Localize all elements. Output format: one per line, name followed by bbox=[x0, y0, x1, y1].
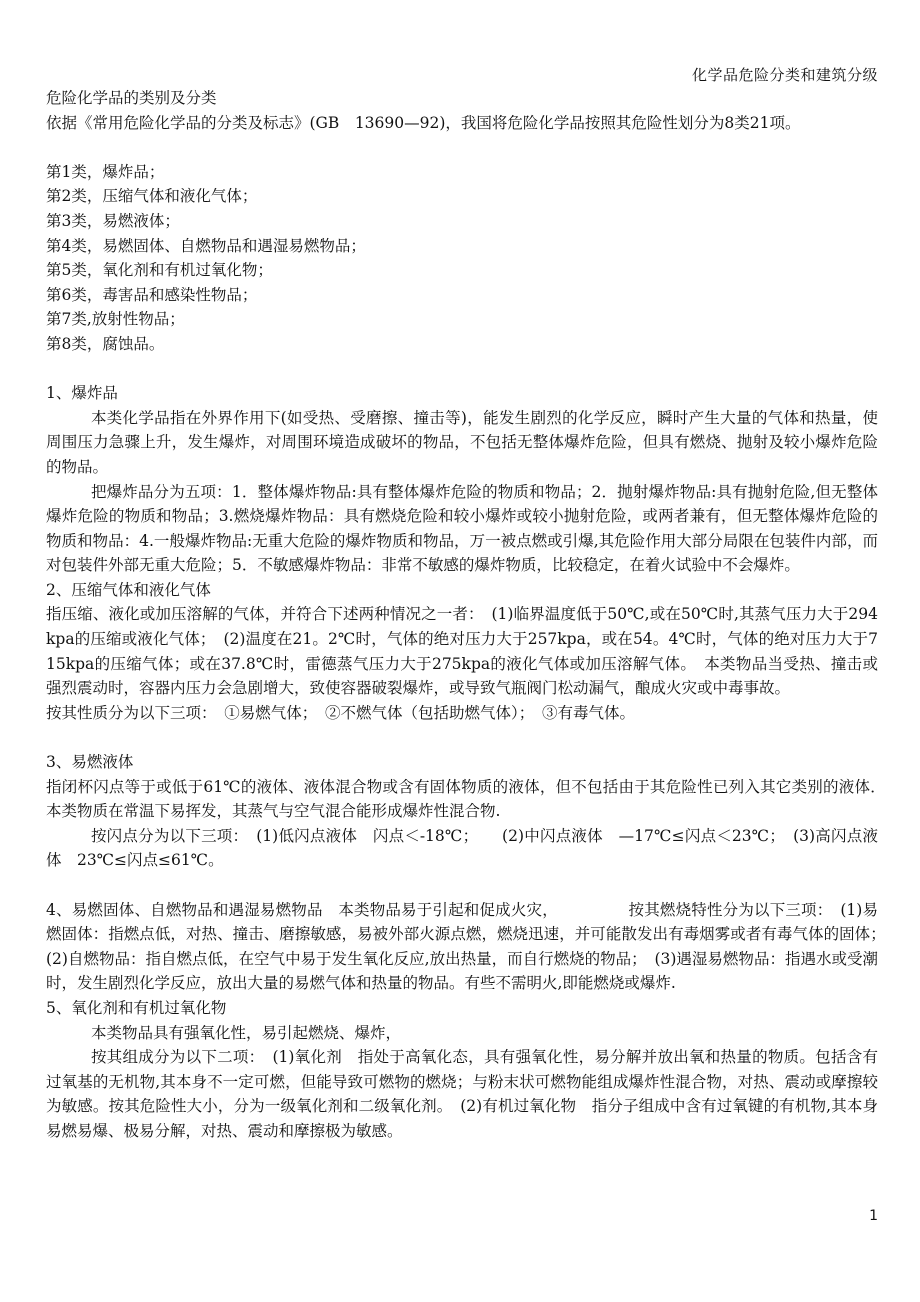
class-item: 第1类，爆炸品； bbox=[46, 162, 165, 181]
running-header: 化学品危险分类和建筑分级 bbox=[691, 66, 878, 84]
section-heading: 2、压缩气体和液化气体 bbox=[46, 580, 211, 599]
section-paragraph: 按其性质分为以下三项： ①易燃气体； ②不燃气体（包括助燃气体）； ③有毒气体。 bbox=[46, 703, 636, 722]
class-item: 第8类，腐蚀品。 bbox=[46, 334, 165, 353]
intro-paragraph: 依据《常用危险化学品的分类及标志》(GB 13690—92)，我国将危险化学品按照其危险性划分为8类21项。 bbox=[46, 113, 801, 132]
section-paragraph: 4、易燃固体、自燃物品和遇湿易燃物品 本类物品易于引起和促成火灾， 按其燃烧特性分为以下三项： (1)易燃固体：指燃点低，对热、撞击、磨擦敏感，易被外部火源点燃，燃烧迅速，并可能散发出有毒烟雾或者有毒气体的固体； (2)自燃物品：指自燃点低，在空气中易于发生氧化反应,放出热量，而自行燃烧的物品； (3)遇湿易燃物品：指遇水或受潮时，发生剧烈化学反应，放出大量的易燃气体和热量的物品。有些不需明火,即能燃烧或爆炸. bbox=[46, 900, 894, 993]
class-item: 第6类，毒害品和感染性物品； bbox=[46, 285, 258, 304]
class-item: 第3类，易燃液体； bbox=[46, 211, 180, 230]
section-paragraph: 按闪点分为以下三项： (1)低闪点液体 闪点＜-18℃； (2)中闪点液体 —17℃≤闪点＜23℃； (3)高闪点液体 23℃≤闪点≤61℃。 bbox=[46, 826, 878, 870]
section-heading: 3、易燃液体 bbox=[46, 753, 134, 772]
section-heading: 1、爆炸品 bbox=[46, 384, 118, 403]
section-paragraph: 本类物品具有强氧化性，易引起燃烧、爆炸， bbox=[90, 1023, 401, 1042]
class-item: 第2类，压缩气体和液化气体； bbox=[46, 187, 258, 206]
page-number: 1 bbox=[869, 1208, 878, 1224]
spacer bbox=[46, 725, 878, 750]
document-body bbox=[46, 86, 894, 1144]
class-item: 第5类，氧化剂和有机过氧化物； bbox=[46, 261, 273, 280]
class-item: 第7类,放射性物品； bbox=[46, 310, 185, 329]
section-paragraph: 本类化学品指在外界作用下(如受热、受磨擦、撞击等)，能发生剧烈的化学反应，瞬时产生大量的气体和热量，使周围压力急骤上升，发生爆炸，对周围环境造成破坏的物品，不包括无整体爆炸危险，但具有燃烧、抛射及较小爆炸危险的物品。 bbox=[46, 408, 878, 476]
spacer bbox=[46, 357, 878, 382]
section-paragraph: 按其组成分为以下二项： (1)氧化剂 指处于高氧化态，具有强氧化性，易分解并放出氧和热量的物质。包括含有过氧基的无机物,其本身不一定可燃，但能导致可燃物的燃烧；与粉末状可燃物能组成爆炸性混合物，对热、震动或摩擦较为敏感。按其危险性大小，分为一级氧化剂和二级氧化剂。 (2)有机过氧化物 指分子组成中含有过氧键的有机物,其本身易燃易爆、极易分解，对热、震动和摩擦极为敏感。 bbox=[46, 1048, 878, 1140]
section-heading: 5、氧化剂和有机过氧化物 bbox=[46, 998, 227, 1017]
spacer bbox=[46, 135, 878, 160]
section-paragraph: 指压缩、液化或加压溶解的气体，并符合下述两种情况之一者： (1)临界温度低于50℃,或在50℃时,其蒸气压力大于294kpa的压缩或液化气体； (2)温度在21。2℃时，气体的绝对压力大于257kpa，或在54。4℃时，气体的绝对压力大于715kpa的压缩气体；或在37.8℃时，雷德蒸气压力大于275kpa的液化气体或加压溶解气体。 本类物品当受热、撞击或强烈震动时，容器内压力会急剧增大，致使容器破裂爆炸，或导致气瓶阀门松动漏气，酿成火灾或中毒事故。 bbox=[46, 605, 878, 698]
document-title: 危险化学品的类别及分类 bbox=[46, 89, 217, 107]
class-item: 第4类，易燃固体、自燃物品和遇湿易燃物品； bbox=[46, 236, 366, 255]
spacer bbox=[46, 873, 878, 898]
section-paragraph: 把爆炸品分为五项：1．整体爆炸物品:具有整体爆炸危险的物质和物品；2．抛射爆炸物品:具有抛射危险,但无整体爆炸危险的物质和物品；3.燃烧爆炸物品：具有燃烧危险和较小爆炸或较小抛射危险，或两者兼有，但无整体爆炸危险的物质和物品：4.一般爆炸物品:无重大危险的爆炸物质和物品，万一被点燃或引爆,其危险作用大部分局限在包装件内部，而对包装件外部无重大危险；5．不敏感爆炸物品：非常不敏感的爆炸物质，比较稳定，在着火试验中不会爆炸。 bbox=[46, 482, 878, 575]
section-paragraph: 指闭杯闪点等于或低于61℃的液体、液体混合物或含有固体物质的液体，但不包括由于其危险性已列入其它类别的液体． 本类物质在常温下易挥发，其蒸气与空气混合能形成爆炸性混合物. bbox=[46, 777, 894, 821]
